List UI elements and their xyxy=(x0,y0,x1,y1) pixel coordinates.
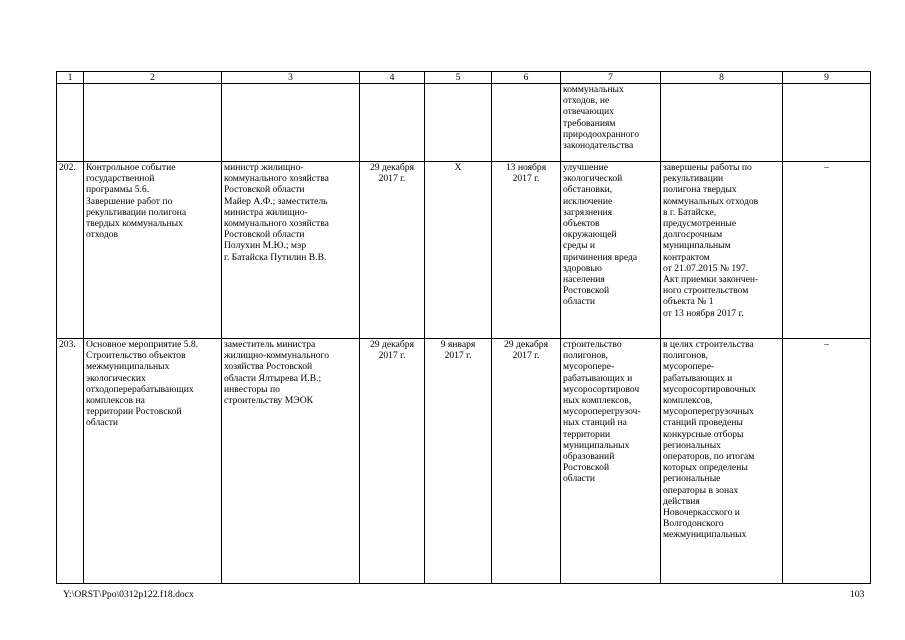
start-date: X xyxy=(454,162,462,173)
cont-text: коммунальных отходов, не отвечающих требованиям природоохранного законодательства xyxy=(563,84,640,152)
header-cell-9: 9 xyxy=(783,72,871,84)
plan-date: 29 декабря 2017 г. xyxy=(370,162,414,185)
cont-cell-7 xyxy=(561,84,661,162)
cont-cell-3 xyxy=(222,84,360,162)
cont-cell-8 xyxy=(661,84,783,162)
header-cell-6: 6 xyxy=(492,72,561,84)
start-date-cell xyxy=(425,162,492,339)
continuation-row xyxy=(57,84,871,162)
table-row-203 xyxy=(57,339,871,584)
notes-cell xyxy=(783,162,871,339)
actual-result-cell xyxy=(661,162,783,339)
header-cell-3: 3 xyxy=(222,72,360,84)
actual-result-cell xyxy=(661,339,783,584)
actual-date-cell xyxy=(492,162,561,339)
actual-date: 29 декабря 2017 г. xyxy=(504,339,548,362)
footer-file-path: Y:\ORST\Ppo\0312p122.f18.docx xyxy=(63,589,194,600)
row-number xyxy=(57,339,84,584)
row-number-text: 203. xyxy=(59,339,76,350)
expected-result-cell xyxy=(561,162,661,339)
event-name-cell xyxy=(84,339,222,584)
cont-cell-5 xyxy=(425,84,492,162)
event-name: Основное мероприятие 5.8. Строительство объектов межмуниципальных экологических отходоперерабатывающих комплексов на территории Ростовской области xyxy=(86,339,199,429)
header-cell-8: 8 xyxy=(661,72,783,84)
row-number-text: 202. xyxy=(59,162,76,173)
responsible: министр жилищно- коммунального хозяйства Ростовской области Майер А.Ф.; заместитель министра жилищно- коммунального хозяйства Ростовской области Полухин М.Ю.; мэр г. Батайска Путилин В.В. xyxy=(224,162,329,263)
actual-result: завершены работы по рекультивации полигона твердых коммунальных отходов в г. Батайске, предусмотренные долгосрочным муниципальным контрактом от 21.07.2015 № 197. Акт приемки закончен- ного строительством объекта № 1 от 13 ноября 2017 г. xyxy=(663,162,759,319)
responsible-cell xyxy=(222,162,360,339)
cont-cell-6 xyxy=(492,84,561,162)
header-cell-4: 4 xyxy=(360,72,425,84)
responsible: заместитель министра жилищно-коммунального хозяйства Ростовской области Ялтырева И.В.; инвесторы по строительству МЭОК xyxy=(224,339,329,407)
plan-date: 29 декабря 2017 г. xyxy=(370,339,414,362)
cont-cell-2 xyxy=(84,84,222,162)
expected-result-cell xyxy=(561,339,661,584)
cont-cell-1 xyxy=(57,84,84,162)
header-cell-1: 1 xyxy=(57,72,84,84)
responsible-cell xyxy=(222,339,360,584)
plan-date-cell xyxy=(360,162,425,339)
event-name: Контрольное событие государственной программы 5.6. Завершение работ по рекультивации полигона твердых коммунальных отходов xyxy=(86,162,187,241)
start-date-cell xyxy=(425,339,492,584)
header-row xyxy=(57,72,871,84)
expected-result: улучшение экологической обстановки, исключение загрязнения объектов окружающей среды и причинения вреда здоровью населения Ростовской области xyxy=(563,162,638,308)
cont-cell-4 xyxy=(360,84,425,162)
notes: – xyxy=(824,162,829,173)
expected-result: строительство полигонов, мусоропере- рабатывающих и мусоросортировоч ных комплексов, мусороперегрузоч- ных станций на территории муниципальных образований Ростовской области xyxy=(563,339,641,485)
header-cell-7: 7 xyxy=(561,72,661,84)
actual-date: 13 ноября 2017 г. xyxy=(505,162,547,185)
row-number xyxy=(57,162,84,339)
plan-date-cell xyxy=(360,339,425,584)
actual-date-cell xyxy=(492,339,561,584)
cont-cell-9 xyxy=(783,84,871,162)
page-number: 103 xyxy=(850,589,865,600)
notes-cell xyxy=(783,339,871,584)
table-row-202 xyxy=(57,162,871,339)
actual-result: в целях строительства полигонов, мусоропере- рабатывающих и мусоросортировочных комплексов, мусороперегрузочных станций проведены конкурсные отборы региональных операторов, по итогам которых определены региональные операторы в зонах действия Новочеркасского и Волгодонского межмуниципальных xyxy=(663,339,756,541)
header-cell-2: 2 xyxy=(84,72,222,84)
events-table xyxy=(56,71,871,584)
event-name-cell xyxy=(84,162,222,339)
start-date: 9 января 2017 г. xyxy=(440,339,476,362)
header-cell-5: 5 xyxy=(425,72,492,84)
notes: – xyxy=(824,339,829,350)
